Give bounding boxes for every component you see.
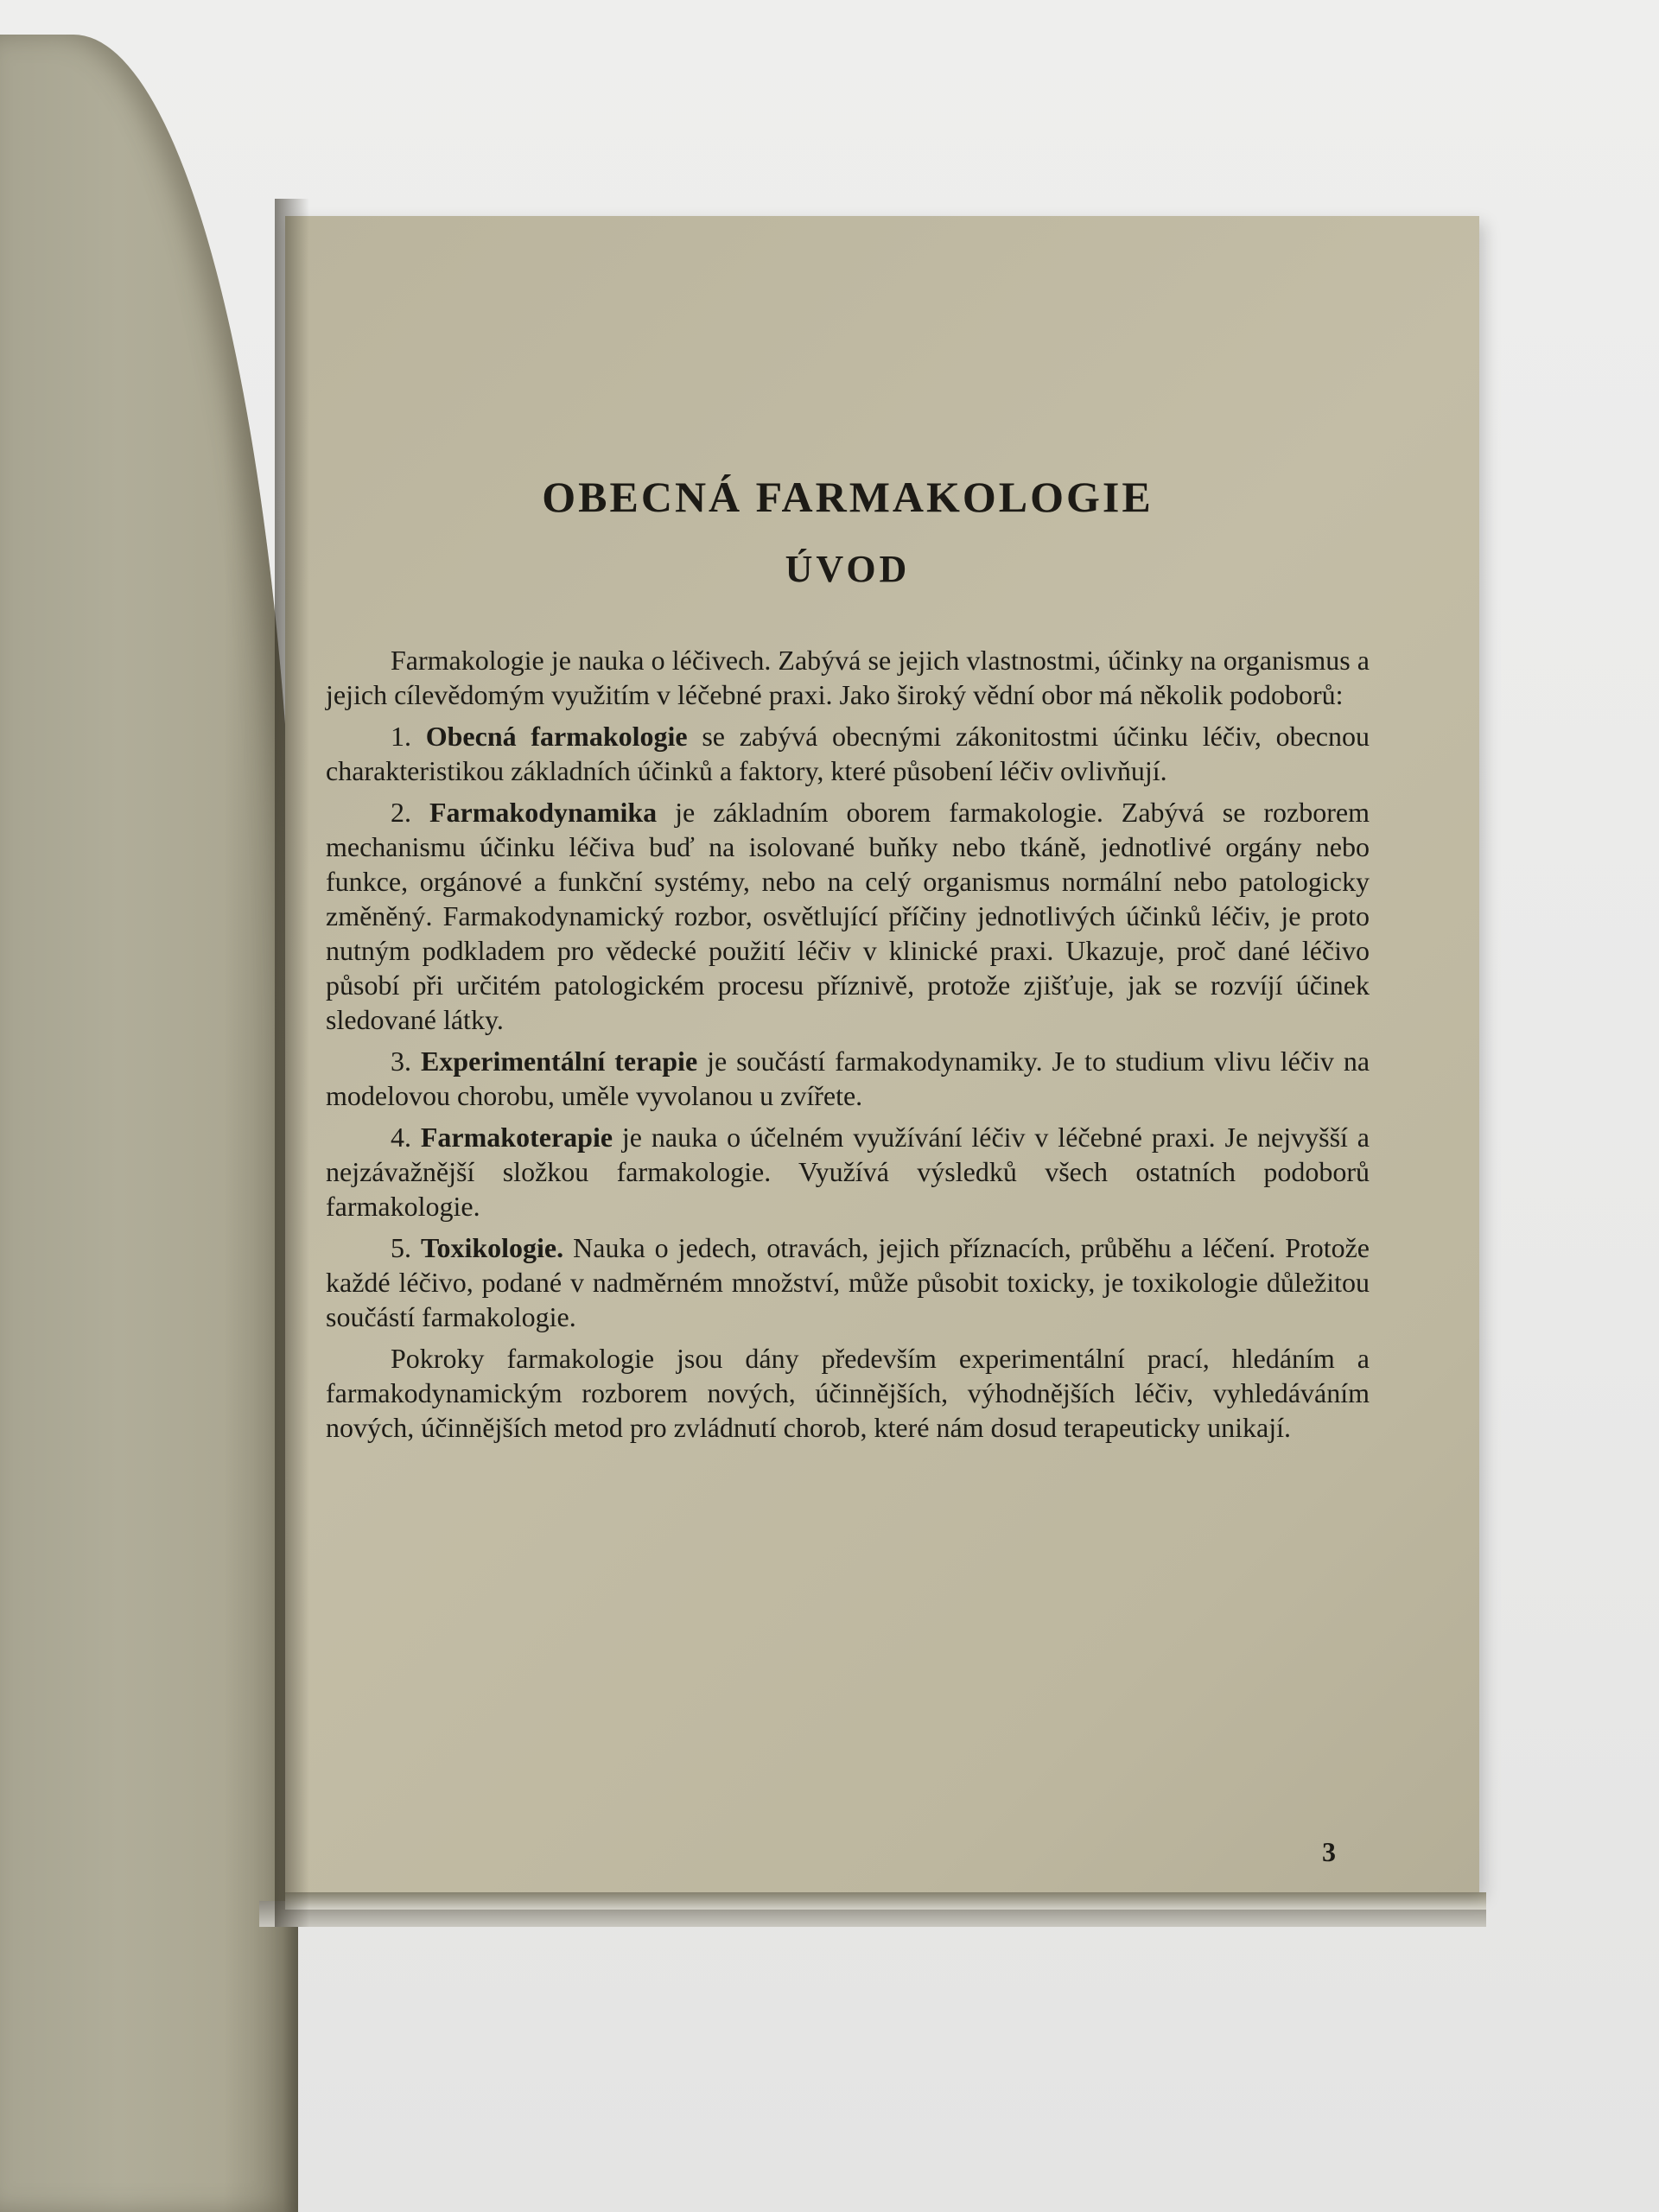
item-text: je součástí farmakodynamiky. Je to studium vlivu léčiv na modelovou chorobu, uměle vyvolanou u zvířete. [326,1045,1370,1111]
paragraph-intro [326,643,1370,712]
item-text: je základním oborem farmakologie. Zabývá se rozborem mechanismu účinku léčiva buď na isolované buňky nebo tkáně, jednotlivé orgány nebo funkce, orgánové a funkční systémy, nebo na celý organismus normální nebo patologicky změněný. Farmakodynamický rozbor, osvětlující příčiny jednotlivých účinků léčiv, je proto nutným podkladem pro vědecké použití léčiv v klinické praxi. Ukazuje, proč dané léčivo působí při určitém patologickém procesu příznivě, protože zjišťuje, jak se rozvíjí účinek sledované látky. [326,796,1370,1035]
item-text: Nauka o jedech, otravách, jejich příznacích, průběhu a léčení. Protože každé léčivo, podané v nadměrném množství, může působit toxicky, je toxikologie důležitou součástí farmakologie. [326,1231,1370,1332]
page-number: 3 [1322,1836,1336,1867]
item-term: Experimentální terapie [420,1045,698,1077]
item-number: 3. [391,1045,421,1077]
paragraph-text: Pokroky farmakologie jsou dány především experimentální prací, hledáním a farmakodynamickým rozborem nových, účinnějších, výhodnějších léčiv, vyhledáváním nových, účinnějších metod pro zvládnutí chorob, které nám dosud terapeuticky unikají. [326,1342,1370,1443]
page-title: OBECNÁ FARMAKOLOGIE [542,473,1154,521]
item-term: Toxikologie. [421,1231,564,1263]
paragraph-item-3 [326,1044,1370,1113]
page-content [326,471,1370,1452]
book-gutter [275,199,309,1927]
item-term: Farmakodynamika [429,796,658,828]
paragraph-item-5 [326,1230,1370,1334]
paragraph-item-2 [326,795,1370,1037]
page-edge [285,1892,1486,1910]
paragraph-item-1 [326,719,1370,788]
paragraph-text: Farmakologie je nauka o léčivech. Zabývá se jejich vlastnostmi, účinky na organismus a jejich cílevědomým využitím v léčebné praxi. Jako široký vědní obor má několik podoborů: [326,644,1370,710]
section-title: ÚVOD [785,548,911,590]
paragraph-item-4 [326,1120,1370,1224]
item-term: Farmakoterapie [420,1121,613,1153]
item-number: 2. [391,796,429,828]
item-text: se zabývá obecnými zákonitostmi účinku léčiv, obecnou charakteristikou základních účinků a faktory, které působení léčiv ovlivňují. [326,720,1370,786]
item-text: je nauka o účelném využívání léčiv v léčebné praxi. Je nejvyšší a nejzávažnější složkou farmakologie. Využívá výsledků všech ostatních podoborů farmakologie. [326,1121,1370,1222]
item-number: 4. [391,1121,421,1153]
item-number: 1. [391,720,426,752]
item-term: Obecná farmakologie [425,720,688,752]
item-number: 5. [391,1231,422,1263]
paragraph-closing [326,1341,1370,1445]
